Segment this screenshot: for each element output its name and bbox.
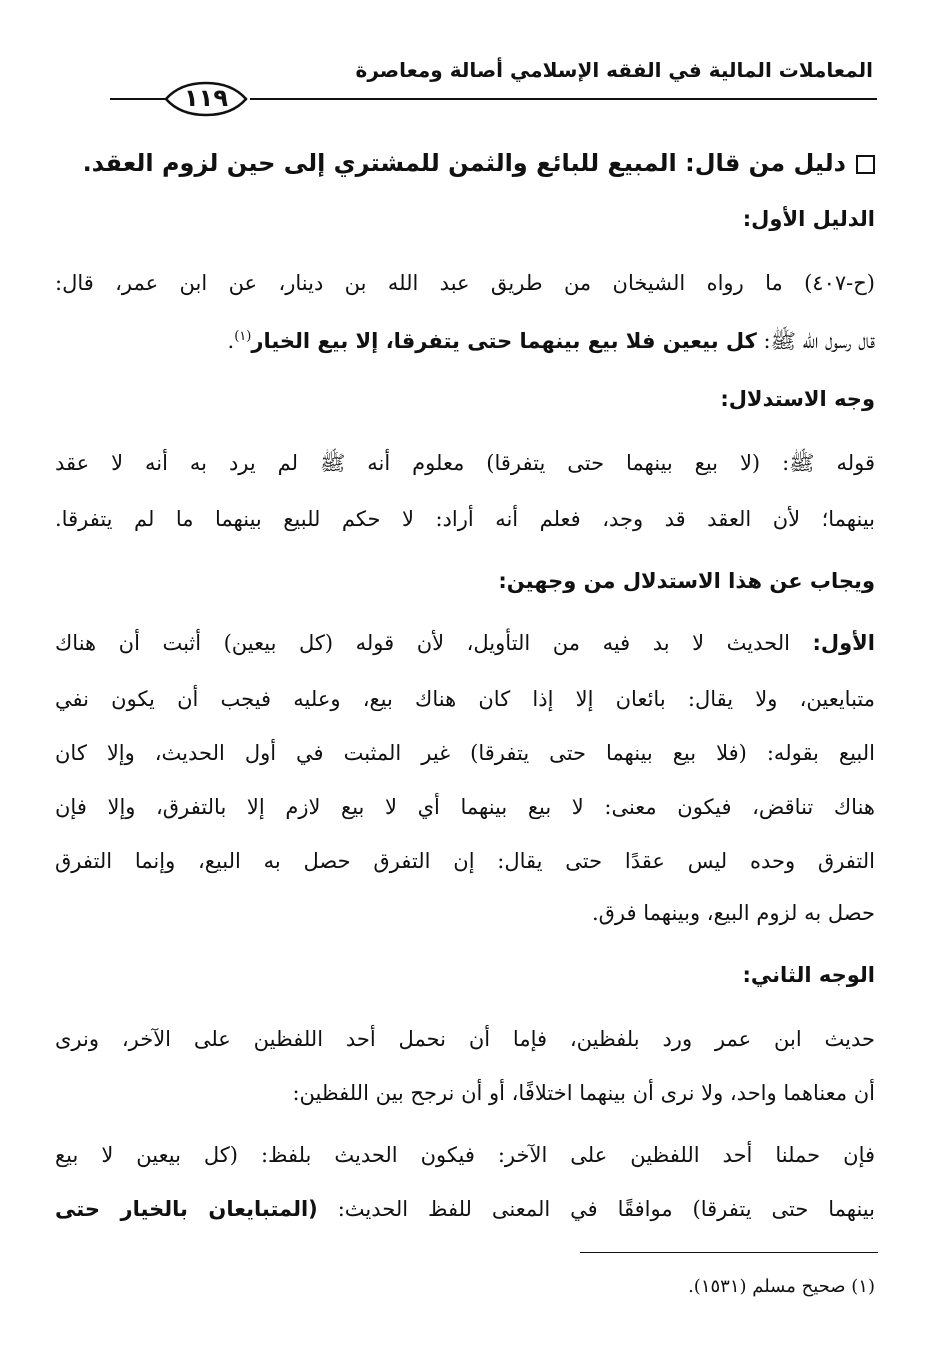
paragraph-line: التفرق وحده ليس عقدًا حتى يقال: إن التفرق حصل به البيع، وإنما التفرق [55,849,875,873]
paragraph-line: فإن حملنا أحد اللفظين على الآخر: فيكون الحديث بلفظ: (كل بيعين لا بيع [55,1143,875,1167]
running-head: المعاملات المالية في الفقه الإسلامي أصالة ومعاصرة [355,58,873,82]
footnote-rule [580,1252,878,1253]
paragraph-line: (ح-٤٠٧) ما رواه الشيخان من طريق عبد الله بن دينار، عن ابن عمر، قال: [55,271,875,295]
paragraph-line: أن معناهما واحد، ولا نرى أن بينهما اختلافًا، أو أن نرجح بين اللفظين: [292,1081,875,1105]
subheading-second-aspect: الوجه الثاني: [742,963,875,987]
footnote-marker: (١) [234,329,252,344]
subheading-reasoning: وجه الاستدلال: [720,387,875,411]
paragraph-line: الأول: الحديث لا بد فيه من التأويل، لأن قوله (كل بيعين) أثبت أن هناك [55,631,875,655]
paragraph-line: هناك تناقض، فيكون معنى: لا بيع بينهما أي لا بيع لازم إلا بالتفرق، وإلا فإن [55,795,875,819]
paragraph-line: البيع بقوله: (فلا بيع بينهما حتى يتفرقا) غير المثبت في أول الحديث، وإلا كان [55,741,875,765]
footnote: (١) صحيح مسلم (١٥٣١). [688,1276,875,1297]
section-heading: دليل من قال: المبيع للبائع والثمن للمشتري إلى حين لزوم العقد. [55,148,875,178]
paragraph-line: متبايعين، ولا يقال: بائعان إلا إذا كان هناك بيع، وعليه فيجب أن يكون نفي [55,687,875,711]
paragraph-line: بينهما حتى يتفرقا) موافقًا في المعنى للفظ الحديث: (المتبايعان بالخيار حتى [55,1197,875,1221]
paragraph-line: حديث ابن عمر ورد بلفظين، فإما أن نحمل أحد اللفظين على الآخر، ونرى [55,1027,875,1051]
subheading-first-evidence: الدليل الأول: [742,207,875,231]
paragraph-line: قال رسول الله ﷺ: كل بيعين فلا بيع بينهما حتى يتفرقا، إلا بيع الخيار$^{(١)}$. [227,329,875,353]
checkbox-bullet-icon [856,155,875,174]
subheading-response: ويجاب عن هذا الاستدلال من وجهين: [498,569,875,593]
paragraph-line: قوله ﷺ: (لا بيع بينهما حتى يتفرقا) معلوم أنه ﷺ لم يرد به أنه لا عقد [55,451,875,475]
header-rule [250,98,877,100]
page-number: ١١٩ [160,80,252,118]
paragraph-line: حصل به لزوم البيع، وبينهما فرق. [591,901,875,925]
paragraph-line: بينهما؛ لأن العقد قد وجد، فعلم أنه أراد: لا حكم للبيع بينهما ما لم يتفرقا. [55,507,875,531]
